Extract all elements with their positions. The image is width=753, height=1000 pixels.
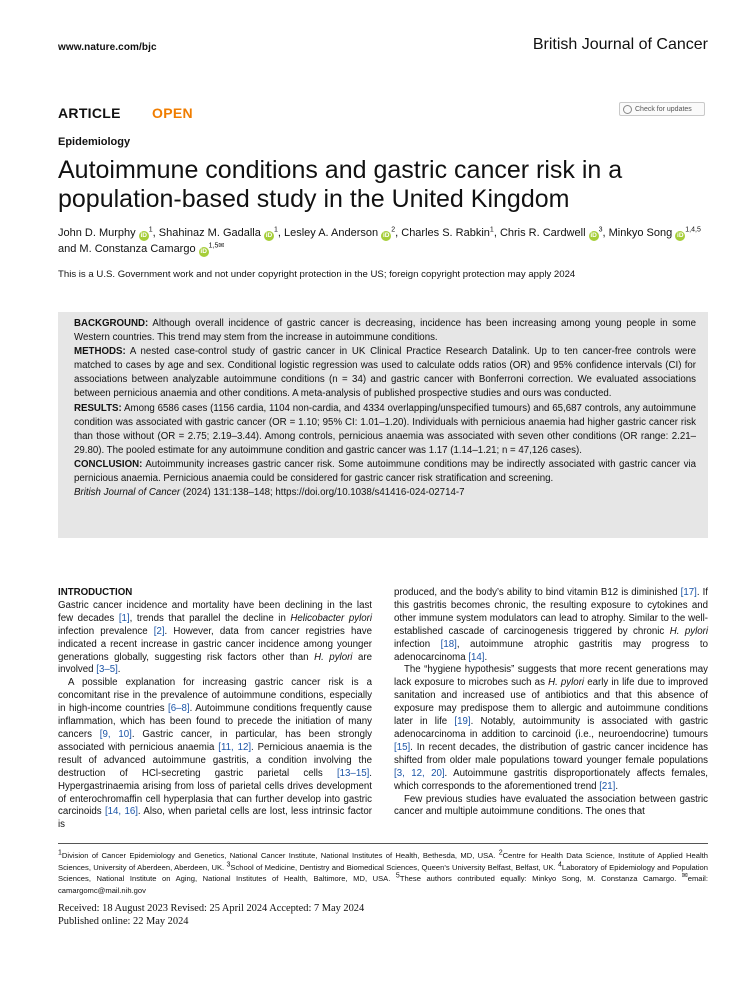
text: The “hygiene hypothesis” suggests that more recent generations may lack exposure to microbes such as (394, 664, 708, 689)
affil-marker: 4 (557, 861, 562, 869)
reference-link[interactable]: [14] (468, 651, 485, 663)
abstract-text: A nested case-control study of gastric cancer in UK Clinical Practice Research Datalink. Up to ten cancer-free controls were matched to cases by age and sex. Conditional logistic regression was used to calculate odds ratios (OR) and 95% confidence intervals (CI) for associations between analyzable autoimmune conditions (n = 34) and gastric cancer with Bonferroni correction. We evaluated associations between pernicious anaemia and other conditions. A meta-analysis of published prospective studies and ours was conducted. (74, 346, 696, 400)
affiliation: These authors contributed equally: Minkyo Song, M. Constanza Camargo. (399, 874, 682, 884)
journal-name: British Journal of Cancer (532, 36, 708, 53)
affiliation: School of Medicine, Dentistry and Biomedical Sciences, Queen’s University Belfast, Belfast, UK. (230, 862, 558, 872)
affiliation: Centre for Health Data Science, Institute of Applied Health Sciences, University of Aberdeen, Aberdeen, UK. (58, 851, 708, 872)
orcid-icon[interactable]: iD (590, 232, 597, 239)
text: . Pernicious anaemia is the result of advanced autoimmune gastritis, a condition involving the destruction of HCl-secreting gastric parietal cells (58, 741, 373, 779)
text: Helicobacter pylori (290, 612, 372, 624)
reference-link[interactable]: [19] (454, 716, 471, 728)
author-separator: , (395, 227, 402, 239)
author-affiliation: 3 (598, 226, 603, 234)
paragraph (58, 677, 372, 832)
citation-doi[interactable]: (2024) 131:138–148; https://doi.org/10.1038/s41416-024-02714-7 (180, 487, 465, 499)
affiliations (58, 850, 708, 897)
author-separator: , (602, 227, 609, 239)
check-updates-icon (623, 105, 632, 114)
text: H. pylori (314, 651, 353, 663)
abstract-heading: CONCLUSION: (74, 458, 143, 470)
author-name[interactable]: M. Constanza Camargo (79, 242, 196, 255)
author-affiliation: 1 (148, 226, 153, 234)
affil-marker: 1 (58, 849, 62, 857)
paragraph (394, 664, 708, 793)
text: . In recent decades, the distribution of gastric cancer incidence has shifted from older male populations toward younger female populations (394, 741, 708, 766)
copyright-notice: This is a U.S. Government work and not under copyright protection in the US; foreign copyright protection may apply 2024 (58, 269, 576, 280)
abstract-conclusion (74, 458, 696, 486)
author-separator: , (493, 227, 500, 239)
article-type-label: ARTICLE (58, 105, 121, 121)
author-name[interactable]: John D. Murphy (58, 227, 136, 239)
corresponding-email[interactable]: email: camargomc@mail.nih.gov (58, 874, 708, 896)
paragraph (394, 587, 708, 664)
author-name[interactable]: Charles S. Rabkin (401, 227, 490, 239)
author-name[interactable]: Lesley A. Anderson (283, 227, 379, 239)
reference-link[interactable]: [15] (394, 741, 411, 753)
abstract-box (58, 312, 708, 538)
author-affiliation: 1 (273, 226, 278, 234)
author-affiliation: 1,5✉ (208, 241, 225, 249)
check-updates-label: Check for updates (635, 105, 692, 113)
publication-dates (58, 903, 708, 928)
text: are involved (58, 651, 372, 676)
text: produced, and the body’s ability to bind vitamin B12 is diminished (394, 587, 681, 598)
reference-link[interactable]: [21] (599, 780, 616, 792)
abstract-text: Autoimmunity increases gastric cancer risk. Some autoimmune conditions may be indirectly associated with gastric cancer via pernicious anaemia. Pernicious anaemia could be considered for gastric cancer risk stratification and screening. (74, 458, 696, 485)
article-title: Autoimmune conditions and gastric cancer risk in a population-based study in the United Kingdom (58, 156, 623, 213)
author-separator: and (58, 242, 80, 255)
citation-line (74, 486, 696, 500)
paragraph: Few previous studies have evaluated the association between gastric cancer and multiple autoimmune conditions. The ones that (394, 793, 708, 818)
affiliation: Division of Cancer Epidemiology and Genetics, National Cancer Institute, National Institutes of Health, Bethesda, MD, USA. (61, 851, 499, 860)
text: . Hypergastrinaemia arising from loss of parietal cells drives development of enterochromaffin cell hyperplasia that can further develop into gastric carcinoids (58, 767, 372, 818)
section-label: Epidemiology (58, 136, 131, 148)
text: . Also, when parietal cells are lost, less intrinsic factor is (58, 806, 372, 831)
text: . Notably, autoimmunity is associated with gastric adenocarcinoma in addition to carcinoid (i.e., neuroendocrine) tumours (394, 716, 708, 740)
abstract-heading: RESULTS: (74, 402, 122, 414)
reference-link[interactable]: [6–8] (168, 703, 190, 715)
abstract-heading: BACKGROUND: (74, 318, 149, 329)
open-access-label: OPEN (152, 105, 193, 121)
reference-link[interactable]: [9, 10] (99, 728, 132, 740)
orcid-icon[interactable]: iD (140, 232, 147, 239)
author-name[interactable]: Shahinaz M. Gadalla (158, 227, 261, 239)
text: , autoimmune atrophic gastritis may progress to adenocarcinoma (394, 638, 709, 663)
text: . Gastric cancer, in particular, has been strongly associated with pernicious anaemia (58, 728, 372, 753)
abstract-results (74, 402, 696, 458)
reference-link[interactable]: [3–5] (96, 664, 118, 676)
received-dates: Received: 18 August 2023 Revised: 25 April 2024 Accepted: 7 May 2024 (58, 903, 365, 914)
author-separator: , (277, 227, 284, 239)
text: . However, data from cancer registries have indicated a recent increase in gastric cancer incidence among younger generations globally, suggesting risk factors other than (58, 625, 373, 663)
text: , trends that parallel the decline in (129, 612, 291, 624)
reference-link[interactable]: [17] (680, 587, 697, 598)
author-affiliation: 2 (391, 226, 396, 234)
text: H. pylori (669, 625, 708, 637)
reference-link[interactable]: [14, 16] (104, 806, 138, 818)
reference-link[interactable]: [11, 12] (218, 741, 252, 753)
text: . (117, 664, 121, 676)
orcid-icon[interactable]: iD (382, 232, 390, 239)
author-separator: , (152, 227, 159, 239)
reference-link[interactable]: [18] (440, 638, 457, 650)
orcid-icon[interactable]: iD (677, 232, 684, 239)
journal-url[interactable]: www.nature.com/bjc (58, 42, 157, 53)
text: . Autoimmune conditions frequently cause inflammation, which has been found to precede the initiation of many cancers (58, 703, 372, 740)
body-column-left (58, 587, 372, 832)
check-for-updates-button[interactable] (619, 102, 705, 116)
affil-marker: 5 (395, 872, 400, 880)
author-name[interactable]: Chris R. Cardwell (499, 227, 586, 239)
affiliation: Laboratory of Epidemiology and Population Sciences, National Institute on Aging, National Institutes of Health, Baltimore, MD, USA. (58, 862, 708, 884)
reference-link[interactable]: [3, 12, 20] (394, 767, 445, 779)
text: . Autoimmune gastritis disproportionately affects females, which corresponds to the aforementioned trend (394, 767, 708, 792)
text: A possible explanation for increasing gastric cancer risk is a concomitant rise in the prevalence of autoimmune conditions, especially in high-income countries (58, 677, 372, 715)
footnote-divider (58, 843, 708, 844)
text: Gastric cancer incidence and mortality have been declining in the last few decades (58, 599, 372, 624)
abstract-background (74, 317, 696, 345)
abstract-text: Although overall incidence of gastric cancer is decreasing, incidence has been increasing among young people in some Western countries. This trend may stem from the increase in autoimmune conditions. (74, 318, 696, 344)
published-date: Published online: 22 May 2024 (58, 915, 189, 927)
citation-journal: British Journal of Cancer (74, 487, 181, 499)
reference-link[interactable]: [13–15] (336, 767, 370, 779)
paragraph (58, 600, 372, 677)
reference-link[interactable]: [2] (153, 625, 165, 637)
email-icon: ✉ (681, 872, 688, 880)
abstract-text: Among 6586 cases (1156 cardia, 1104 non-cardia, and 4334 overlapping/unspecified tumours) and 65,687 controls, any autoimmune condition was associated with gastric cancer (OR = 1.10; 95% CI: 1.01–1.20). Individuals with pernicious anaemia had higher gastric cancer risk than those without (OR = 2.75; 2.19–3.44). Among controls, pernicious anaemia was associated with seven other conditions (OR range: 2.21–29.80). The pooled estimate for any autoimmune condition and gastric cancer was 1.17 (1.14–1.21; n = 47,126 cases). (74, 402, 696, 456)
reference-link[interactable]: [1] (118, 612, 130, 624)
affil-marker: 3 (226, 861, 231, 869)
affil-marker: 2 (498, 849, 503, 857)
abstract-heading: METHODS: (74, 346, 126, 358)
text: . (615, 780, 619, 792)
text: . If this gastritis becomes chronic, the resulting exposure to cytokines and other immune system modulators can lead to atrophy. Similar to the well-established cascade of carcinogenesis triggered by chronic (394, 587, 708, 637)
author-affiliation: 1,4,5 (685, 226, 701, 234)
orcid-icon[interactable]: iD (265, 232, 273, 239)
author-list (58, 226, 718, 257)
text: early in life due to improved sanitation and increased use of antibiotics and that this absence of exposure may predispose them to allergic and autoimmune conditions later in life (394, 677, 709, 728)
text: infection prevalence (58, 625, 154, 637)
text: H. pylori (548, 677, 585, 689)
author-affiliation: 1 (489, 226, 494, 234)
orcid-icon[interactable]: iD (200, 247, 207, 255)
author-name[interactable]: Minkyo Song (608, 227, 673, 239)
body-column-right (394, 587, 708, 819)
abstract-methods (74, 345, 696, 401)
text: . (484, 651, 488, 663)
text: infection (394, 638, 441, 650)
introduction-heading: INTRODUCTION (58, 587, 133, 598)
